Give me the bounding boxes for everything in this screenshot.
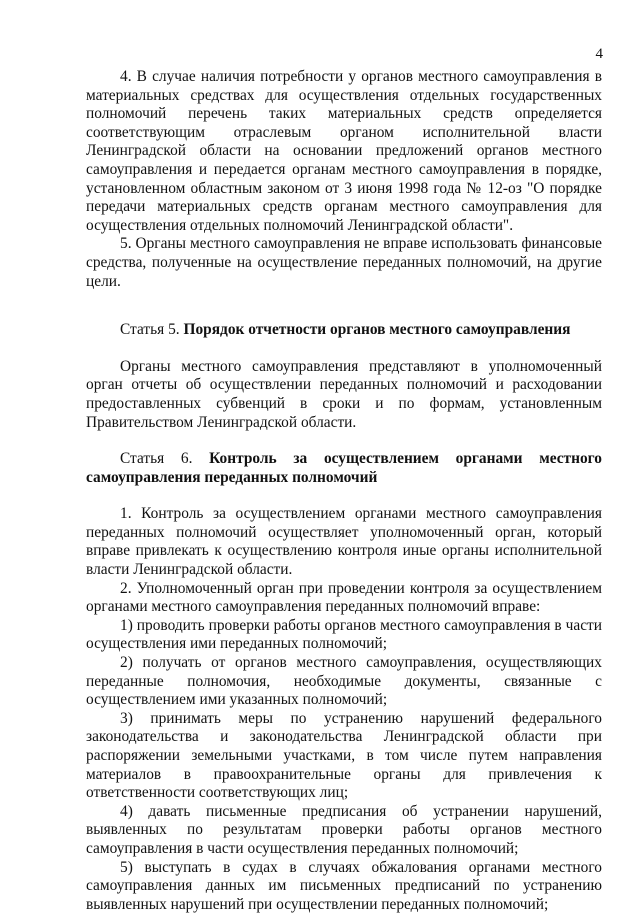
- article-6-item-1: 1) проводить проверки работы органов местного самоуправления в части осуществления ими переданных полномочий;: [86, 616, 602, 653]
- article-5-heading: [86, 321, 602, 340]
- paragraph-5: 5. Органы местного самоуправления не вправе использовать финансовые средства, полученные на осуществление переданных полномочий, на другие цели.: [86, 235, 602, 290]
- article-6-paragraph-2: 2. Уполномоченный орган при проведении контроля за осуществлением органами местного самоуправления переданных полномочий вправе:: [86, 579, 602, 616]
- paragraph-4: 4. В случае наличия потребности у органов местного самоуправления в материальных средствах для осуществления отдельных государственных полномочий перечень таких материальных средств определяется соответствующим отраслевым органом исполнительной власти Ленинградской области на основании предложений органов местного самоуправления и передается органам местного самоуправления в порядке, установленном областным законом от 3 июня 1998 года № 12-оз "О порядке передачи материальных средств органам местного самоуправления для осуществления отдельных полномочий Ленинградской области".: [86, 68, 602, 234]
- document-body: [86, 40, 602, 914]
- article-5-title: Порядок отчетности органов местного самоуправления: [183, 321, 571, 339]
- article-6-item-2: 2) получать от органов местного самоуправления, осуществляющих переданные полномочия, необходимые документы, связанные с осуществлением ими указанных полномочий;: [86, 654, 602, 709]
- page-number: 4: [595, 46, 603, 62]
- article-6-item-3: 3) принимать меры по устранению нарушений федерального законодательства и законодательства Ленинградской области при распоряжении земельными участками, в том числе путем направления материалов в правоохранительные органы для привлечения к ответственности соответствующих лиц;: [86, 709, 602, 802]
- article-5-prefix: Статья 5.: [120, 321, 184, 339]
- article-6-item-5: 5) выступать в судах в случаях обжалования органами местного самоуправления данных им письменных предписаний по устранению выявленных нарушений при осуществлении переданных полномочий;: [86, 858, 602, 913]
- article-6-title: Контроль за осуществлением органами местного самоуправления переданных полномочий: [86, 450, 602, 486]
- article-6-prefix: Статья 6.: [120, 450, 210, 468]
- article-5-text: Органы местного самоуправления представляют в уполномоченный орган отчеты об осуществлении переданных полномочий и расходовании предоставленных субвенций в сроки и по формам, установленным Правительством Ленинградской области.: [86, 357, 602, 431]
- article-6-heading: [86, 450, 602, 487]
- article-6-item-4: 4) давать письменные предписания об устранении нарушений, выявленных по результатам проверки работы органов местного самоуправления в части осуществления переданных полномочий;: [86, 802, 602, 857]
- article-6-paragraph-1: 1. Контроль за осуществлением органами местного самоуправления переданных полномочий осуществляет уполномоченный орган, который вправе привлекать к осуществлению контроля иные органы исполнительной власти Ленинградской области.: [86, 505, 602, 579]
